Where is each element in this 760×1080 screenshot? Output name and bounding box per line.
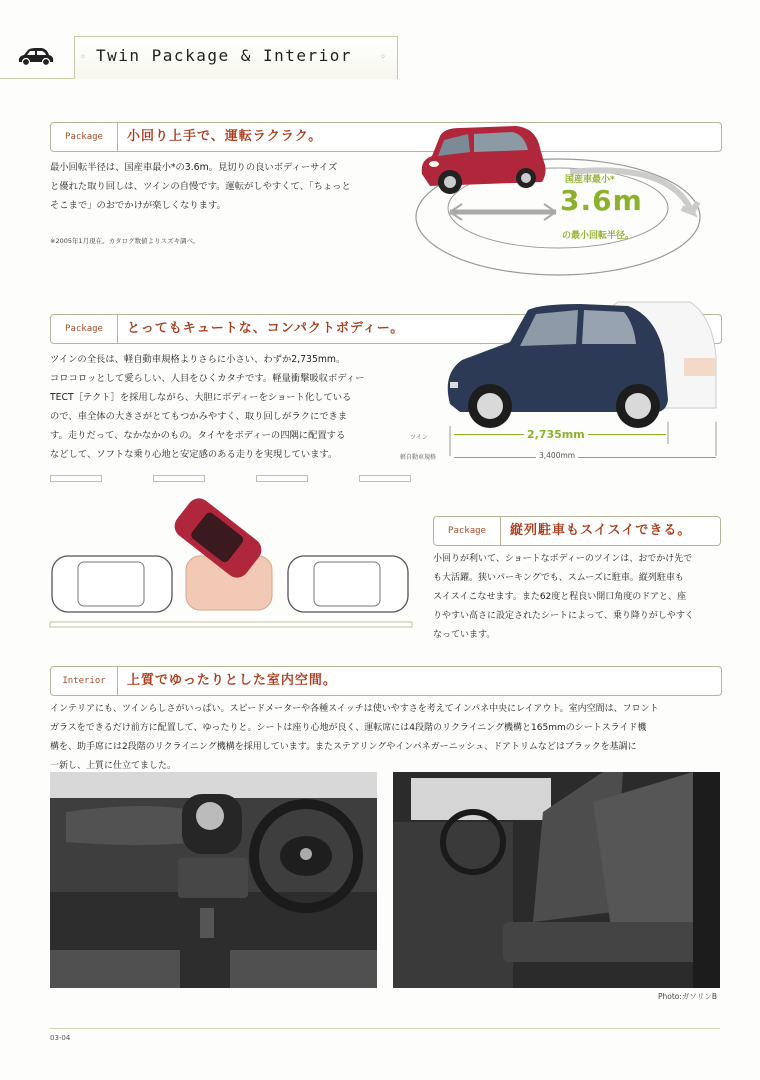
section-tag: Package bbox=[51, 315, 118, 343]
seats-photo bbox=[393, 772, 720, 988]
header-dot-left: ◦ bbox=[80, 52, 86, 63]
section-heading-interior bbox=[50, 666, 722, 696]
text-line: ツインの全長は、軽自動車規格よりさらに小さい、わずか2,735mm。 bbox=[50, 354, 346, 365]
kei-length: 3,400mm bbox=[536, 451, 578, 460]
section-tag: Interior bbox=[51, 667, 118, 695]
text-line: 最小回転半径は、国産車最小*の3.6m。見切りの良いボディーサイズ bbox=[50, 162, 338, 173]
text-line: 小回りが利いて、ショートなボディーのツインは、おでかけ先で bbox=[433, 554, 693, 564]
text-line: インテリアにも、ツインらしさがいっぱい。スピードメーターや各種スイッチは使いやすさを考えてインパネ中央にレイアウト。室内空間は、フロント bbox=[50, 704, 659, 714]
dashboard-photo bbox=[50, 772, 377, 988]
photo-credit: Photo:ガソリンB bbox=[658, 992, 718, 1001]
car-logo-icon bbox=[16, 46, 56, 68]
text-line: ガラスをできるだけ前方に配置して、ゆったりと。シートは座り心地が良く、運転席には4段階のリクライニング機構と165mmのシートスライド機 bbox=[50, 723, 647, 733]
parking-body-text bbox=[433, 550, 733, 645]
footnote: ※2005年1月現在。カタログ数値よりスズキ調べ。 bbox=[50, 237, 200, 245]
section-title: 上質でゆったりとした室内空間。 bbox=[127, 673, 337, 688]
separator bbox=[359, 475, 411, 482]
section-title: 小回り上手で、運転ラクラク。 bbox=[127, 129, 323, 144]
header-dot-right: ◦ bbox=[380, 52, 386, 63]
separator bbox=[50, 475, 102, 482]
interior-body-text bbox=[50, 700, 730, 776]
section-tag: Package bbox=[434, 517, 501, 545]
page-number: 03-04 bbox=[50, 1034, 71, 1042]
section-title: とってもキュートな、コンパクトボディー。 bbox=[127, 321, 405, 336]
separator bbox=[256, 475, 308, 482]
body-dimension-figure bbox=[400, 296, 720, 466]
page-title: Twin Package & Interior bbox=[96, 46, 353, 65]
section-tag: Package bbox=[51, 123, 118, 151]
turning-body-text bbox=[50, 158, 395, 215]
text-line: コロコロッとして愛らしい、人目をひくカタチです。軽量衝撃吸収ボディー bbox=[50, 373, 365, 384]
text-line: も大活躍。狭いパーキングでも、スムーズに駐車。縦列駐車も bbox=[433, 573, 684, 583]
text-line: スイスイこなせます。また62度と程良い開口角度のドアと、座 bbox=[433, 592, 687, 602]
text-line: す。走りだって、なかなかのもの。タイヤをボディーの四隅に配置する bbox=[50, 430, 346, 441]
twin-length: 2,735mm bbox=[524, 428, 588, 441]
text-line: ので、車全体の大きさがとてもつかみやすく、取り回しがラクにできま bbox=[50, 411, 348, 422]
text-line: TECT［テクト］を採用しながら、大胆にボディーをショート化している bbox=[50, 392, 352, 403]
text-line: 構を、助手席には2段階のリクライニング機構を採用しています。またステアリングやインパネガーニッシュ、ドアトリムなどはブラックを基調に bbox=[50, 742, 637, 752]
twin-label: ツイン bbox=[410, 434, 428, 441]
text-line: そこまで」のおでかけが楽しくなります。 bbox=[50, 200, 226, 211]
footer-line bbox=[50, 1028, 720, 1029]
figure-value: 3.6m bbox=[560, 184, 643, 217]
kei-label: 軽自動車規格 bbox=[400, 454, 437, 461]
parallel-parking-figure bbox=[48, 492, 418, 632]
figure-label-top: 国産車最小* bbox=[565, 175, 615, 185]
text-line: なっています。 bbox=[433, 630, 496, 640]
text-line: と優れた取り回しは、ツインの自慢です。運転がしやすくて、「ちょっと bbox=[50, 181, 351, 192]
turning-radius-figure bbox=[410, 122, 730, 282]
kei-dimension-line bbox=[454, 457, 716, 458]
section-heading-parking bbox=[433, 516, 721, 546]
separator bbox=[153, 475, 205, 482]
compact-body-text bbox=[50, 350, 400, 464]
text-line: りやすい高さに設定されたシートによって、乗り降りがしやすく bbox=[433, 611, 694, 621]
text-line: などして、ソフトな乗り心地と安定感のある走りを実現しています。 bbox=[50, 449, 338, 460]
section-title: 縦列駐車もスイスイできる。 bbox=[510, 523, 692, 538]
text-line: 一新し、上質に仕立てました。 bbox=[50, 761, 177, 771]
figure-label-bottom: の最小回転半径。 bbox=[562, 231, 635, 241]
